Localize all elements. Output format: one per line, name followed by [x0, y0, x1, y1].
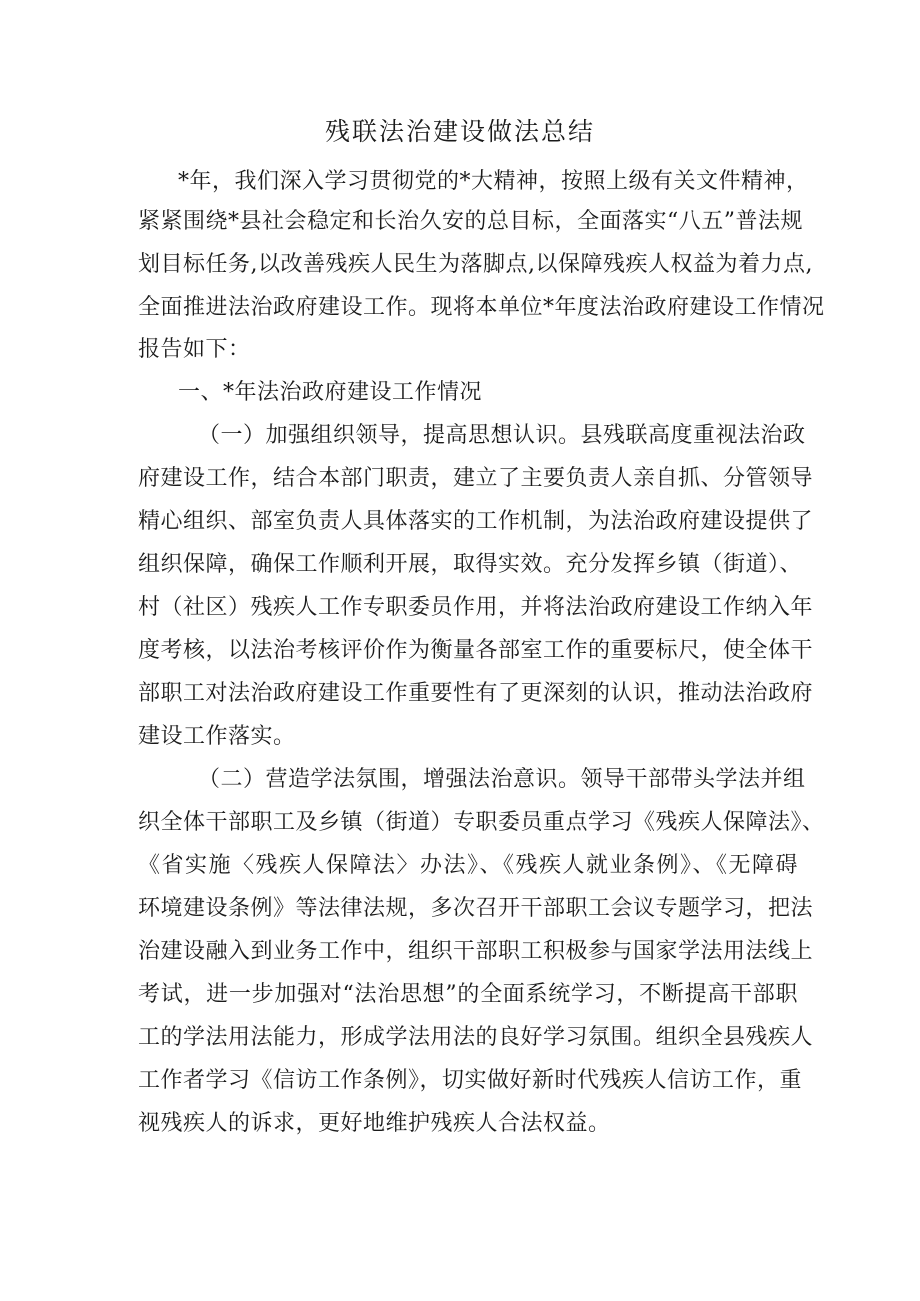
paragraph-line: （二）营造学法氛围，增强法治意识。领导干部带头学法并组 [198, 767, 806, 792]
intro-line: 报告如下： [138, 337, 251, 362]
intro-line: 全面推进法治政府建设工作。现将本单位*年度法治政府建设工作情况 [138, 295, 825, 320]
paragraph-line: 织全体干部职工及乡镇（街道）专职委员重点学习《残疾人保障法》、 [138, 810, 825, 835]
intro-line: 划目标任务,以改善残疾人民生为落脚点,以保障残疾人权益为着力点, [138, 252, 813, 277]
paragraph-line: 组织保障，确保工作顺利开展，取得实效。充分发挥乡镇（街道）、 [138, 552, 803, 577]
paragraph-line: 度考核，以法治考核评价作为衡量各部室工作的重要标尺，使全体干 [138, 638, 814, 663]
document-title: 残联法治建设做法总结 [324, 117, 595, 146]
paragraph-line: 视残疾人的诉求，更好地维护残疾人合法权益。 [138, 1111, 611, 1136]
paragraph-line: 村（社区）残疾人工作专职委员作用，并将法治政府建设工作纳入年 [138, 595, 814, 620]
paragraph-line: 建设工作落实。 [138, 724, 296, 749]
paragraph-line: 工的学法用法能力，形成学法用法的良好学习氛围。组织全县残疾人 [138, 1025, 814, 1050]
paragraph-line: 府建设工作，结合本部门职责，建立了主要负责人亲自抓、分管领导 [138, 466, 814, 491]
paragraph-line: 精心组织、部室负责人具体落实的工作机制，为法治政府建设提供了 [138, 509, 814, 534]
paragraph-line: 环境建设条例》等法律法规，多次召开干部职工会议专题学习，把法 [138, 896, 814, 921]
intro-line: *年，我们深入学习贯彻党的*大精神，按照上级有关文件精神， [178, 169, 809, 194]
paragraph-line: （一）加强组织领导，提高思想认识。县残联高度重视法治政 [198, 423, 806, 448]
intro-line: 紧紧围绕*县社会稳定和长治久安的总目标，全面落实“八五”普法规 [138, 209, 803, 234]
paragraph-line: 治建设融入到业务工作中，组织干部职工积极参与国家学法用法线上 [138, 939, 814, 964]
paragraph-line: 《省实施〈残疾人保障法〉办法》、《残疾人就业条例》、《无障碍 [138, 853, 798, 878]
paragraph-line: 考试，进一步加强对“法治思想”的全面系统学习，不断提高干部职 [138, 982, 798, 1007]
section-heading: 一、*年法治政府建设工作情况 [178, 380, 483, 405]
paragraph-line: 工作者学习《信访工作条例》，切实做好新时代残疾人信访工作，重 [138, 1068, 803, 1093]
paragraph-line: 部职工对法治政府建设工作重要性有了更深刻的认识，推动法治政府 [138, 681, 814, 706]
